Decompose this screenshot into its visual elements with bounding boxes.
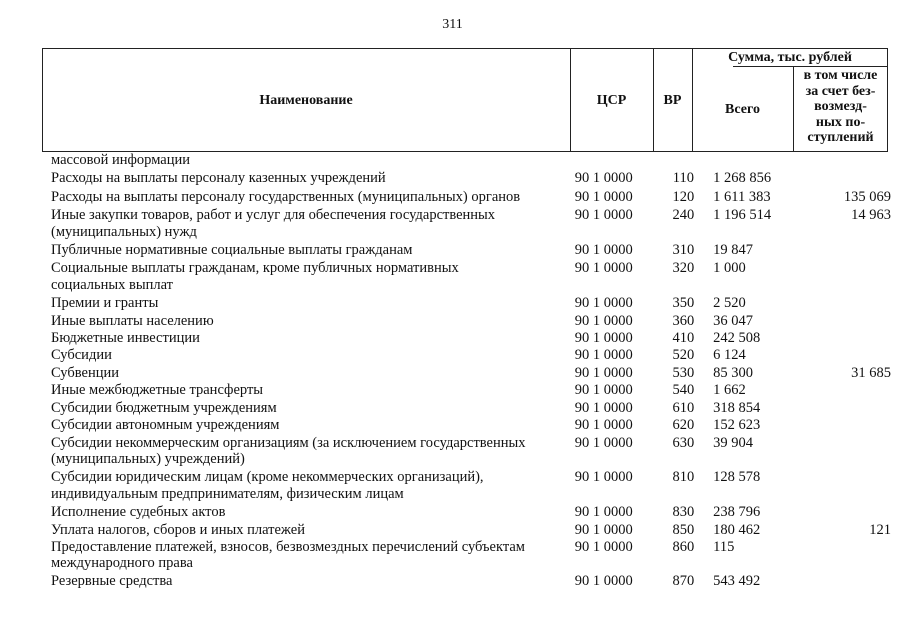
row-name: Субсидии автономным учреждениям [51,417,280,434]
row-name: Расходы на выплаты персоналу казенных учреждений [51,170,386,187]
header-sum: Сумма, тыс. рублей [728,49,852,65]
row-free [790,170,891,186]
table-row [51,539,891,572]
row-vr: 860 [672,538,695,555]
row-vr: 310 [672,242,695,259]
row-free [790,242,891,258]
table-body [51,152,891,589]
row-vr: 850 [672,521,695,538]
row-vr: 520 [672,347,695,364]
row-vr: 320 [672,260,695,277]
row-csr: 90 1 0000 [574,399,633,416]
row-name: Премии и гранты [51,295,159,312]
row-csr: 90 1 0000 [574,504,633,521]
row-csr: 90 1 0000 [574,521,633,538]
row-name: Иные выплаты населению [51,312,214,329]
row-name: Субсидии [51,347,112,364]
row-total: 85 300 [713,364,754,381]
row-vr: 410 [672,330,695,347]
header-free-line: за счет без- [805,83,876,99]
header-free-receipts [793,68,888,146]
table-row [51,330,891,346]
row-free [790,469,891,502]
header-free-line: возмезд- [814,99,867,114]
row-vr: 540 [672,382,695,399]
row-vr: 110 [672,170,694,187]
row-csr: 90 1 0000 [574,347,633,364]
row-name: Резервные средства [51,572,173,589]
row-name: Субвенции [51,364,119,381]
row-vr: 620 [672,417,695,434]
row-total: 543 492 [713,572,761,589]
header-free-line: в том числе [803,68,878,83]
row-total: 1 662 [713,382,746,399]
row-total: 242 508 [713,330,761,347]
row-vr: 350 [672,295,695,312]
row-csr: 90 1 0000 [574,364,633,381]
row-csr: 90 1 0000 [574,260,633,277]
table-row [51,313,891,329]
table-header [42,48,888,152]
row-csr: 90 1 0000 [574,469,633,486]
row-free [790,504,891,520]
row-csr: 90 1 0000 [574,170,633,187]
row-csr [573,152,664,168]
row-name: Социальные выплаты гражданам, кроме публичных нормативных социальных выплат [51,260,459,293]
row-csr: 90 1 0000 [574,295,633,312]
row-name: Иные закупки товаров, работ и услуг для обеспечения государственных (муниципальных) нужд [51,207,496,240]
table-row [51,295,891,311]
row-name: Предоставление платежей, взносов, безвозмездных перечислений субъектам международного права [51,538,525,572]
row-free: 135 069 [843,188,891,205]
row-total: 19 847 [713,242,754,259]
table-row [51,347,891,363]
row-vr: 360 [672,312,695,329]
row-name: Публичные нормативные социальные выплаты гражданам [51,242,413,259]
row-vr [664,152,704,168]
row-vr: 530 [672,364,695,381]
row-csr: 90 1 0000 [574,188,633,205]
row-free: 14 963 [851,207,891,224]
row-free [790,330,891,346]
row-name: Расходы на выплаты персоналу государственных (муниципальных) органов [51,188,521,205]
row-name: Уплата налогов, сборов и иных платежей [51,521,305,538]
table-row [51,170,891,186]
header-vr: ВР [663,92,682,108]
row-total: 6 124 [713,347,746,364]
row-vr: 610 [672,399,695,416]
table-row [51,504,891,520]
table-row [51,573,891,589]
row-name: Субсидии некоммерческим организациям (за исключением государственных (муниципальных) учреждений) [51,434,526,467]
row-free [790,417,891,433]
row-csr: 90 1 0000 [574,330,633,347]
table-row [51,417,891,433]
row-vr: 830 [672,504,695,521]
row-free [790,152,891,168]
row-free: 31 685 [851,364,891,381]
row-csr: 90 1 0000 [574,417,633,434]
table-row [51,260,891,293]
row-name: массовой информации [51,152,191,168]
table-row [51,189,891,205]
table-row [51,152,891,168]
row-total: 128 578 [713,469,761,486]
row-total: 115 [713,538,735,555]
row-name: Субсидии юридическим лицам (кроме некоммерческих организаций), индивидуальным предпринимателям, физическим лицам [51,469,484,502]
row-total: 1 196 514 [713,207,772,224]
row-free [790,573,891,589]
row-name: Бюджетные инвестиции [51,330,200,347]
row-csr: 90 1 0000 [574,382,633,399]
row-total: 238 796 [713,504,761,521]
table-row [51,207,891,240]
row-csr: 90 1 0000 [574,207,633,224]
row-total: 1 268 856 [713,170,772,187]
row-free [790,435,891,468]
row-vr: 120 [672,188,695,205]
table-row [51,400,891,416]
row-free [790,539,891,572]
row-vr: 810 [672,469,695,486]
row-free [790,313,891,329]
table-row [51,242,891,258]
header-csr: ЦСР [596,92,627,108]
row-total: 2 520 [713,295,746,312]
row-csr: 90 1 0000 [574,572,633,589]
row-total: 152 623 [713,417,761,434]
page-number: 311 [442,17,463,32]
header-free-line: ных по- [815,114,866,130]
row-total: 36 047 [713,312,754,329]
header-free-line: ступлений [807,130,874,145]
header-name: Наименование [259,92,353,108]
table-row [51,382,891,398]
row-name: Субсидии бюджетным учреждениям [51,399,277,416]
row-csr: 90 1 0000 [574,242,633,259]
table-row [51,469,891,502]
row-total: 39 904 [713,434,754,451]
row-total: 1 000 [713,260,746,277]
row-free [790,347,891,363]
row-free [790,400,891,416]
row-free [790,382,891,398]
table-row [51,522,891,538]
row-free: 121 [869,521,891,538]
row-vr: 870 [672,572,695,589]
row-total: 180 462 [713,521,761,538]
table-row [51,365,891,381]
row-vr: 240 [672,207,695,224]
row-total: 318 854 [713,399,761,416]
row-total [703,152,790,168]
row-total: 1 611 383 [713,188,771,205]
row-csr: 90 1 0000 [574,434,633,451]
row-csr: 90 1 0000 [574,538,633,555]
row-free [790,260,891,293]
row-vr: 630 [672,434,695,451]
header-total: Всего [725,101,760,117]
row-name: Иные межбюджетные трансферты [51,382,264,399]
row-free [790,295,891,311]
row-name: Исполнение судебных актов [51,504,226,521]
row-csr: 90 1 0000 [574,312,633,329]
table-row [51,435,891,468]
